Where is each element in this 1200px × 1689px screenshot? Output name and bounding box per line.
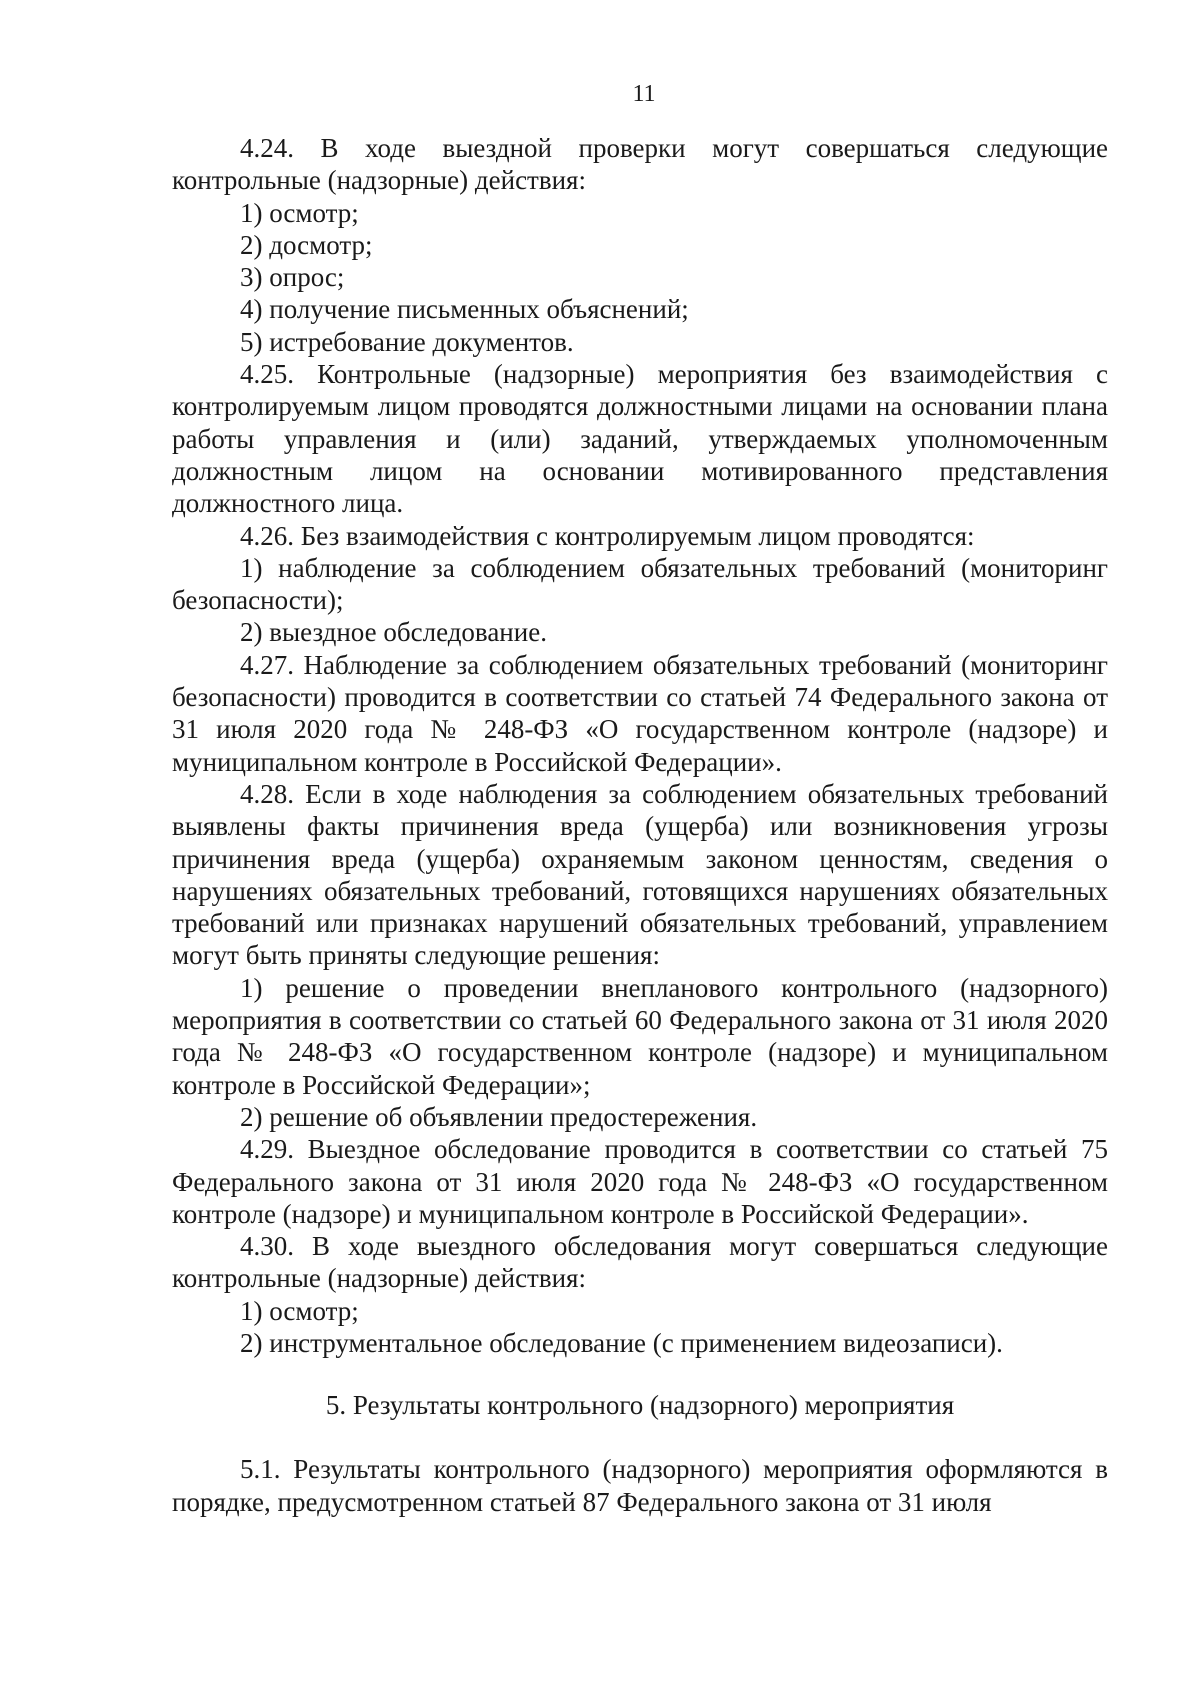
list-item: 2) инструментальное обследование (с применением видеозаписи). — [240, 1327, 1003, 1358]
list-item: 4) получение письменных объяснений; — [240, 294, 689, 325]
page-number: 11 — [632, 81, 656, 107]
paragraph-4-24: 4.24. В ходе выездной проверки могут совершаться следующие контрольные (надзорные) действия: — [172, 133, 1108, 196]
paragraph-5-1: 5.1. Результаты контрольного (надзорного) мероприятия оформляются в порядке, предусмотренном статьей 87 Федерального закона от 31 июля — [172, 1454, 1108, 1517]
section-heading: 5. Результаты контрольного (надзорного) мероприятия — [325, 1390, 955, 1421]
list-item: 5) истребование документов. — [240, 326, 574, 357]
list-item: 2) досмотр; — [240, 229, 373, 260]
list-item: 3) опрос; — [240, 262, 345, 293]
list-item: 2) выездное обследование. — [240, 617, 547, 648]
document-body — [172, 132, 1108, 1518]
paragraph-4-28: 4.28. Если в ходе наблюдения за соблюдением обязательных требований выявлены факты причинения вреда (ущерба) или возникновения угрозы причинения вреда (ущерба) охраняемым законом ценностям, сведения о нарушениях обязательных требований, готовящихся нарушениях обязательных требований или признаках нарушений обязательных требований, управлением могут быть приняты следующие решения: — [172, 778, 1108, 971]
paragraph-4-29: 4.29. Выездное обследование проводится в соответствии со статьей 75 Федерального закона от 31 июля 2020 года № 248-ФЗ «О государственном контроле (надзоре) и муниципальном контроле в Российской Федерации». — [172, 1134, 1108, 1229]
list-item: 1) осмотр; — [240, 1295, 359, 1326]
paragraph-4-27: 4.27. Наблюдение за соблюдением обязательных требований (мониторинг безопасности) проводится в соответствии со статьей 74 Федерального закона от 31 июля 2020 года № 248-ФЗ «О государственном контроле (надзоре) и муниципальном контроле в Российской Федерации». — [172, 649, 1108, 777]
list-item: 1) наблюдение за соблюдением обязательных требований (мониторинг безопасности); — [172, 552, 1108, 616]
list-item: 2) решение об объявлении предостережения. — [240, 1101, 758, 1132]
paragraph-4-30: 4.30. В ходе выездного обследования могут совершаться следующие контрольные (надзорные) действия: — [172, 1231, 1108, 1294]
list-item: 1) осмотр; — [240, 197, 359, 228]
paragraph-4-26: 4.26. Без взаимодействия с контролируемым лицом проводятся: — [240, 520, 975, 551]
list-item: 1) решение о проведении внепланового контрольного (надзорного) мероприятия в соответствии со статьей 60 Федерального закона от 31 июля 2020 года № 248-ФЗ «О государственном контроле (надзоре) и муниципальном контроле в Российской Федерации»; — [172, 972, 1108, 1100]
paragraph-4-25: 4.25. Контрольные (надзорные) мероприятия без взаимодействия с контролируемым лицом проводятся должностными лицами на основании плана работы управления и (или) заданий, утверждаемых уполномоченным должностным лицом на основании мотивированного представления должностного лица. — [172, 359, 1108, 519]
